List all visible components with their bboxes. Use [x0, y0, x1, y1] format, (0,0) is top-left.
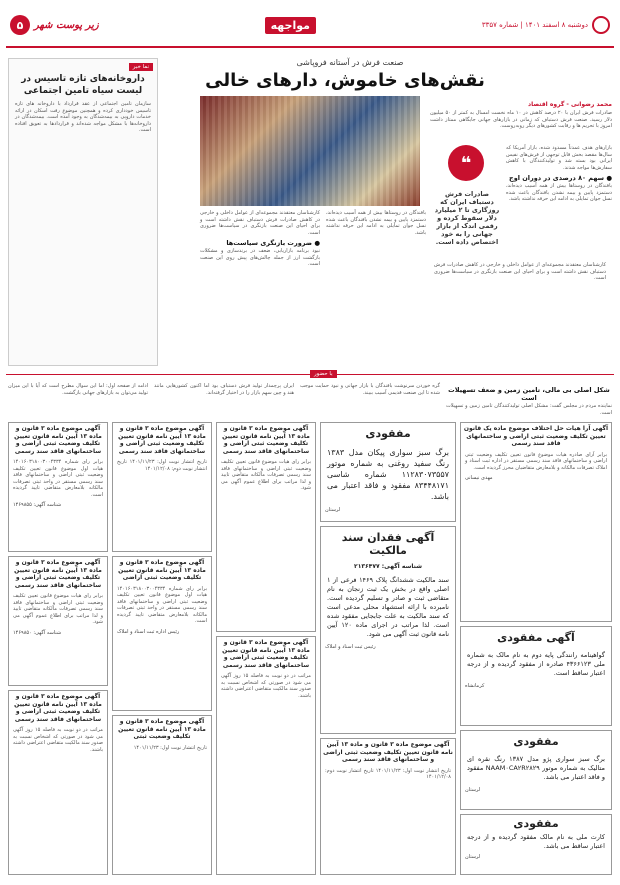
lost-notice-4 [460, 814, 612, 875]
article-byline: محمد رضوانی - گروه اقتصاد [528, 101, 612, 108]
ad-heading: آگهی موضوع ماده ۳ قانون و ماده ۱۳ آیین نامه قانون تعیین تکلیف وضعیت ثبتی اراضی [118, 559, 206, 581]
sidebar-news-box [8, 58, 158, 366]
lost-city: لرستان [325, 507, 341, 513]
ad-heading: آگهی موضوع ماده ۳ قانون و ماده ۱۳ آیین نامه قانون تعیین تکلیف وضعیت ثبتی اراضی و ساختمانهای فاقد سند رسمی [14, 425, 102, 455]
ad-body: برابر آرای صادره هیات موضوع قانون تعیین تکلیف وضعیت ثبتی اراضی و ساختمانهای فاقد سند رسمی مستقر در اداره ثبت اسناد و املاک تصرفات مالکانه و بلامعارض متقاضیان محرز گردیده است. [465, 451, 607, 471]
fold-text-1: ادامه از صفحه اول: اما این سوال مطرح است که آیا با این میزان تولید می‌توان به بازارهای جهانی بازگشت. [8, 383, 148, 396]
ad-body: برابر رای شماره ۱۴۰۱۶۰۳۱۸۰۰۳۰۰۴۳۳۴ هیات اول موضوع قانون تعیین تکلیف وضعیت ثبتی اراضی و ساختمانهای فاقد سند رسمی مستقر در واحد ثبتی تصرفات مالکانه بلامعارض متقاضی تایید گردیده است. [13, 459, 103, 498]
masthead-bar [6, 4, 614, 48]
fold-text-4: نماینده مردم در مجلس گفت: مشکل اصلی تولیدکنندگان تامین زمین و تسهیلات است. [446, 403, 612, 416]
lost-notice-2 [460, 626, 612, 726]
lost-body: برگ سبز سواری پیکان مدل ۱۳۸۳ رنگ سفید روغنی به شماره موتور ۱۱۲۸۳۰۷۳۵۵۷ شماره شاسی ۸۳۴۴۸۱۷۱ مفقود و فاقد اعتبار می باشد. [327, 448, 449, 501]
ad-id: شناسه آگهی: ۱۴۶۹۸۵۵ [13, 502, 62, 508]
brand-circle-icon [592, 16, 610, 34]
lost-notice-1 [320, 422, 456, 522]
page-number: ۵ [10, 15, 30, 35]
ad-signature: رئیس اداره ثبت اسناد و املاک [117, 628, 180, 635]
deed-loss-notice [320, 526, 456, 734]
ad-body: تاریخ انتشار نوبت اول: ۱۴۰۱/۱۱/۲۳ [133, 744, 207, 751]
article-subhead-1: ● سهم ۸۰ درصدی در دوران اوج [509, 174, 612, 182]
ad-heading: آگهی موضوع ماده ۳ قانون و ماده ۱۳ آیین نامه قانون تعیین تکلیف وضعیت ثبتی اراضی و ساختمانهای فاقد سند رسمی [222, 639, 310, 669]
ad-body: برابر رای هیات موضوع قانون تعیین تکلیف وضعیت ثبتی اراضی و ساختمانهای فاقد سند رسمی تصرفات مالکانه متقاضی تایید و لذا مراتب برای اطلاع عموم آگهی می شود. [221, 459, 311, 491]
article-column-1 [506, 145, 612, 203]
ad-heading: آگهی موضوع ماده ۳ قانون و ماده ۱۳ آیین نامه قانون تعیین تکلیف وضعیت ثبتی [118, 718, 206, 740]
lost-title: آگهی مفقودی [497, 631, 575, 644]
legal-ad-4 [112, 422, 212, 552]
deed-title: آگهی فقدان سند مالکیت [341, 531, 435, 557]
ad-heading: آگهی موضوع ماده ۳ قانون و ماده ۱۳ آیین نامه قانون تعیین تکلیف وضعیت ثبتی اراضی و ساختمانهای فاقد سند رسمی [14, 693, 102, 723]
lost-title: مفقودی [513, 735, 559, 748]
ad-body: تاریخ انتشار نوبت اول: ۱۴۰۱/۱۱/۲۳ تاریخ انتشار نوبت دوم: ۱۴۰۱/۱۲/۰۸ [117, 459, 207, 472]
deed-id: شناسه آگهی: ۲۱۳۶۴۷۷ [354, 563, 422, 570]
masthead-center [265, 17, 316, 34]
legal-ad-6 [112, 715, 212, 875]
ad-body: مراتب در دو نوبت به فاصله ۱۵ روز آگهی می شود در صورتی که اشخاص نسبت به صدور سند مالکیت متقاضی اعتراضی داشته باشند. [13, 727, 103, 753]
newspaper-logo[interactable]: مواجهه [265, 17, 316, 34]
carpet-weavers-photo [200, 96, 420, 206]
article-kicker: صنعت فرش در آستانه فروپاشی [296, 58, 404, 67]
issue-date: دوشنبه ۸ اسفند ۱۴۰۱ | شماره ۳۳۵۷ [481, 21, 588, 29]
article-column-4: کارشناسان معتقدند مجموعه‌ای از عوامل داخلی و خارجی در کاهش صادرات فرش دستباف نقش داشته است و برای احیای این صنعت بازنگری در سیاست‌ها ضروری است. [434, 262, 606, 281]
sidebar-title[interactable]: داروخانه‌های تازه تاسیس در لیست سیاه تامین اجتماعی [21, 74, 145, 96]
deed-signature: رئیس ثبت اسناد و املاک [325, 643, 376, 650]
legal-ad-9 [320, 738, 456, 875]
masthead-right [482, 16, 610, 34]
fold-text-3: گره خوردن سرنوشت بافندگان با بازار جهانی و نبود حمایت موجب شده تا این صنعت قدیمی آسیب ببیند. [300, 383, 440, 396]
ad-body: تاریخ انتشار نوبت اول: ۱۴۰۱/۱۱/۲۳ تاریخ انتشار نوبت دوم: ۱۴۰۱/۱۲/۰۸ [325, 767, 451, 780]
lost-body: کارت ملی به نام مالک مفقود گردیده و از درجه اعتبار ساقط می باشد. [467, 833, 605, 850]
article-headline: نقش‌های خاموش، دارهای خالی [205, 70, 485, 91]
legal-ad-3 [8, 690, 108, 875]
ad-body: برابر رای شماره ۱۴۰۱۶۰۳۱۸۰۰۳۰۰۴۳۳۴ هیات اول موضوع قانون تعیین تکلیف وضعیت ثبتی اراضی و ساختمانهای فاقد سند رسمی مستقر در واحد ثبتی تصرفات مالکانه بلامعارض متقاضی تایید گردیده است. [117, 585, 207, 624]
fold-column-4 [446, 383, 612, 416]
pull-quote: صادرات فرش دستباف ایران که روزگاری تا ۲ میلیارد دلار سقوط کرده و رقمی اندک از بازار جهانی را به خود اختصاص داده است. [434, 190, 500, 246]
sidebar-body: سازمان تامین اجتماعی از عقد قرارداد با داروخانه های تازه تاسیس خودداری کرده و همچنین موضوع رفت اسکان در ارائه خدمات دارویی به بیمه‌شدگان به وجود آمده است. بیمه‌شدگان در داروخانه‌ها با مشکل مواجه شده‌اند و قراردادها به تعویق افتاده است. [15, 101, 151, 133]
ad-signature: مهدی نیسانی [465, 475, 493, 481]
lost-body: گواهینامه رانندگی پایه دوم به نام مالک به شماره ملی ۴۳۶۶۱۲۳ صادره از مفقود گردیده و از درجه اعتبار ساقط است. [467, 651, 606, 677]
article-body-2: بافندگان در روستاها بیش از همه آسیب دیده‌اند، دستمزد پایین و بیمه نشدن بافندگان باعث شده نسل جوان تمایلی به ادامه این حرفه نداشته باشد. [506, 183, 612, 202]
legal-ad-2 [8, 556, 108, 686]
ad-heading: آگهی موضوع ماده ۳ قانون و ماده ۱۳ آیین نامه قانون تعیین تکلیف وضعیت ثبتی اراضی و ساختمانهای فاقد سند رسمی [118, 425, 206, 455]
ad-heading: آگهی موضوع ماده ۳ قانون و ماده ۱۳ آیین نامه قانون تعیین تکلیف وضعیت ثبتی اراضی و ساختمانهای فاقد سند رسمی [14, 559, 102, 589]
article-body-3: کارشناسان معتقدند مجموعه‌ای از عوامل داخلی و خارجی در کاهش صادرات فرش دستباف نقش داشته است و برای احیای این صنعت بازنگری در سیاست‌ها ضروری است. [200, 210, 320, 236]
lost-body: برگ سبز سواری پژو مدل ۱۳۸۷ رنگ نقره ای متالیک به شماره موتور NAAM۰CA۲R۲۸۲۹ مفقود و فاقد اعتبار می باشد. [467, 755, 605, 781]
ad-heading: آگهی موضوع ماده ۳ قانون و ماده ۱۳ آیین نامه قانون تعیین تکلیف وضعیت ثبتی اراضی و ساختمانهای فاقد سند رسمی [323, 741, 453, 763]
quote-mark-icon: ❝ [448, 145, 484, 181]
article-column-3: بافندگان در روستاها بیش از همه آسیب دیده‌اند، دستمزد پایین و بیمه نشدن بافندگان باعث شده نسل جوان تمایلی به ادامه این حرفه نداشته باشد. [326, 210, 426, 236]
legal-ad-7 [216, 422, 316, 632]
ad-heading: آگهی موضوع ماده ۳ قانون و ماده ۱۳ آیین نامه قانون تعیین تکلیف وضعیت ثبتی اراضی و ساختمانهای فاقد سند رسمی [222, 425, 310, 455]
article-subhead-2: ● ضرورت بازنگری سیاست‌ها [226, 239, 320, 247]
fold-title: شکل اصلی بی مالی، تامین زمین و ضعف تسهیلات است [448, 386, 610, 402]
dispute-ruling-notice [460, 422, 612, 622]
article-body-1: بازارهای هدف عمدتاً مسدود شده، بازار آمریکا که سال‌ها مقصد بخش قابل توجهی از فرش‌های نفیس ایرانی بود بسته شد و تولیدکنندگان با کاهش سفارش‌ها مواجه شدند. [506, 145, 612, 171]
lost-title: مفقودی [513, 817, 559, 830]
lost-city: کرمانشاه [465, 683, 485, 689]
lost-city: لرستان [465, 854, 481, 860]
lost-notice-3 [460, 730, 612, 810]
ad-id: شناسه آگهی: ۱۴۶۹۸۵۰ [13, 629, 62, 636]
legal-ad-8 [216, 636, 316, 875]
lost-title: مفقودی [365, 427, 411, 440]
fold-text-2: ایران پرچمدار تولید فرش دستباف بود اما اکنون کشورهایی مانند هند و چین سهم بازار را در اختیار گرفته‌اند. [154, 383, 294, 396]
legal-ad-5 [112, 556, 212, 711]
sidebar-tag: نما خبر [129, 63, 153, 71]
ad-body: مراتب در دو نوبت به فاصله ۱۵ روز آگهی می شود در صورتی که اشخاص نسبت به صدور سند مالکیت متقاضی اعتراضی داشته باشند. [221, 673, 311, 699]
deed-body: سند مالکیت ششدانگ پلاک ۱۴۶۹ فرعی از ۱ اصلی واقع در بخش یک ثبت زنجان به نام متقاضی ثبت و صادر و تسلیم گردیده است. نامبرده با ارائه استشهاد محلی مدعی است که سند مالکیت به علت جابجایی مفقود شده است. لذا مراتب در اجرای ماده ۱۲۰ آیین نامه قانون ثبت آگهی می شود. [327, 575, 449, 638]
legal-ad-1 [8, 422, 108, 552]
divider-tag: با حضور [310, 370, 337, 378]
ad-body: برابر رای هیات موضوع قانون تعیین تکلیف وضعیت ثبتی اراضی و ساختمانهای فاقد سند رسمی تصرفات مالکانه متقاضی تایید و لذا مراتب برای اطلاع عموم آگهی می شود. [13, 593, 103, 625]
article-lead: صادرات فرش ایران با ۲۰ درصد کاهش در ۱۰ ماه نخست امسال به کمتر از ۵۰ میلیون دلار رسید. صنعت فرش دستباف که زمانی در بازارهای جهانی جایگاهی ممتاز داشت امروز با تحریم ها و رقابت کشورهای دیگر روبه‌روست. [430, 110, 612, 129]
article-column-2 [200, 210, 320, 268]
lost-city: لرستان [465, 787, 481, 793]
section-name: زیر پوست شهر [34, 19, 99, 31]
ad-heading: آگهی آرا هیات حل اختلاف موضوع ماده یک قانون تعیین تکلیف وضعیت ثبتی اراضی و ساختمانهای فاقد سند رسمی [463, 425, 609, 447]
article-body-4: نبود برنامه بازاریابی، ضعف در برندسازی و مشکلات بازگشت ارز از جمله چالش‌های پیش روی این صنعت است. [200, 248, 320, 267]
masthead-left [10, 15, 99, 35]
